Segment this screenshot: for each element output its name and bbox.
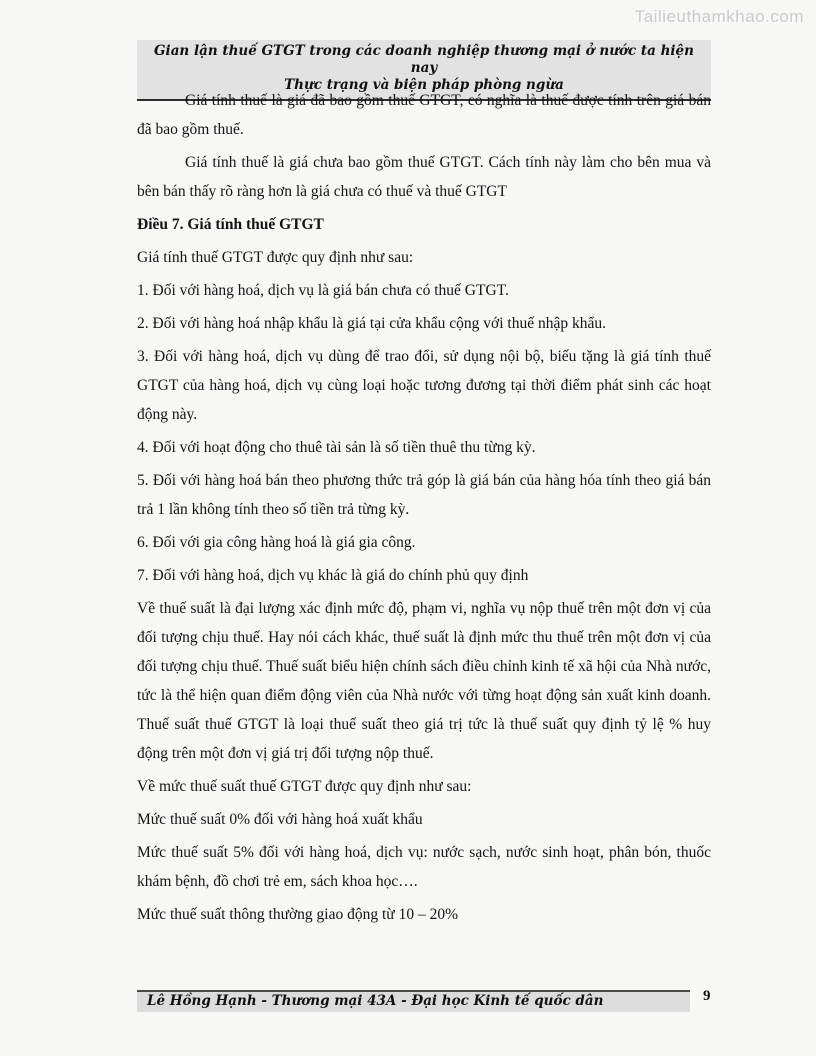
body-paragraph: 1. Đối với hàng hoá, dịch vụ là giá bán chưa có thuế GTGT. <box>137 282 509 299</box>
document-body <box>137 86 711 933</box>
watermark-text: Tailieuthamkhao.com <box>634 7 804 26</box>
body-paragraph: 7. Đối với hàng hoá, dịch vụ khác là giá do chính phủ quy định <box>137 567 529 584</box>
body-paragraph: Giá tính thuế GTGT được quy định như sau: <box>137 249 414 266</box>
body-paragraph: Giá tính thuế là giá chưa bao gồm thuế GTGT. Cách tính này làm cho bên mua và bên bán thấy rõ ràng hơn là giá chưa có thuế và thuế GTGT <box>137 154 711 200</box>
body-paragraph: 4. Đối với hoạt động cho thuê tài sản là số tiền thuê thu từng kỳ. <box>137 439 536 456</box>
body-paragraph: 6. Đối với gia công hàng hoá là giá gia công. <box>137 534 416 551</box>
body-paragraph: Mức thuế suất thông thường giao động từ 10 – 20% <box>137 906 458 923</box>
header-title-line1: Gian lận thuế GTGT trong các doanh nghiệp thương mại ở nước ta hiện nay <box>154 43 694 76</box>
header-title-line2: Thực trạng và biện pháp phòng ngừa <box>284 77 564 93</box>
body-paragraph: 3. Đối với hàng hoá, dịch vụ dùng để trao đổi, sử dụng nội bộ, biếu tặng là giá tính thuế GTGT của hàng hoá, dịch vụ cùng loại hoặc tương đương tại thời điểm phát sinh các hoạt động này. <box>137 348 711 423</box>
body-paragraph: Mức thuế suất 5% đối với hàng hoá, dịch vụ: nước sạch, nước sinh hoạt, phân bón, thuốc khám bệnh, đồ chơi trẻ em, sách khoa học…. <box>137 844 711 890</box>
footer-author-text: Lê Hồng Hạnh - Thương mại 43A - Đại học Kinh tế quốc dân <box>147 993 604 1009</box>
page-number: 9 <box>703 988 711 1004</box>
body-paragraph: 2. Đối với hàng hoá nhập khẩu là giá tại cửa khẩu cộng với thuế nhập khẩu. <box>137 315 607 332</box>
body-paragraph: Mức thuế suất 0% đối với hàng hoá xuất khẩu <box>137 811 423 828</box>
body-paragraph: Giá tính thuế là giá đã bao gồm thuế GTGT, có nghĩa là thuế được tính trên giá bán đã bao gồm thuế. <box>137 92 711 138</box>
section-heading: Điều 7. Giá tính thuế GTGT <box>137 216 324 233</box>
body-paragraph: Về mức thuế suất thuế GTGT được quy định như sau: <box>137 778 472 795</box>
footer-author-bar <box>137 990 690 1012</box>
body-paragraph: 5. Đối với hàng hoá bán theo phương thức trả góp là giá bán của hàng hóa tính theo giá bán trả 1 lần không tính theo số tiền trả từng kỳ. <box>137 472 711 518</box>
body-paragraph: Về thuế suất là đại lượng xác định mức độ, phạm vi, nghĩa vụ nộp thuế trên một đơn vị của đối tượng chịu thuế. Hay nói cách khác, thuế suất là định mức thu thuế trên một đơn vị của đối tượng chịu thuế. Thuế suất biểu hiện chính sách điều chỉnh kinh tế xã hội của Nhà nước, tức là thể hiện quan điểm động viên của Nhà nước với từng hoạt động sản xuất kinh doanh. Thuế suất thuế GTGT là loại thuế suất theo giá trị tức là thuế suất quy định tỷ lệ % huy động trên một đơn vị giá trị đối tượng nộp thuế. <box>137 600 711 762</box>
